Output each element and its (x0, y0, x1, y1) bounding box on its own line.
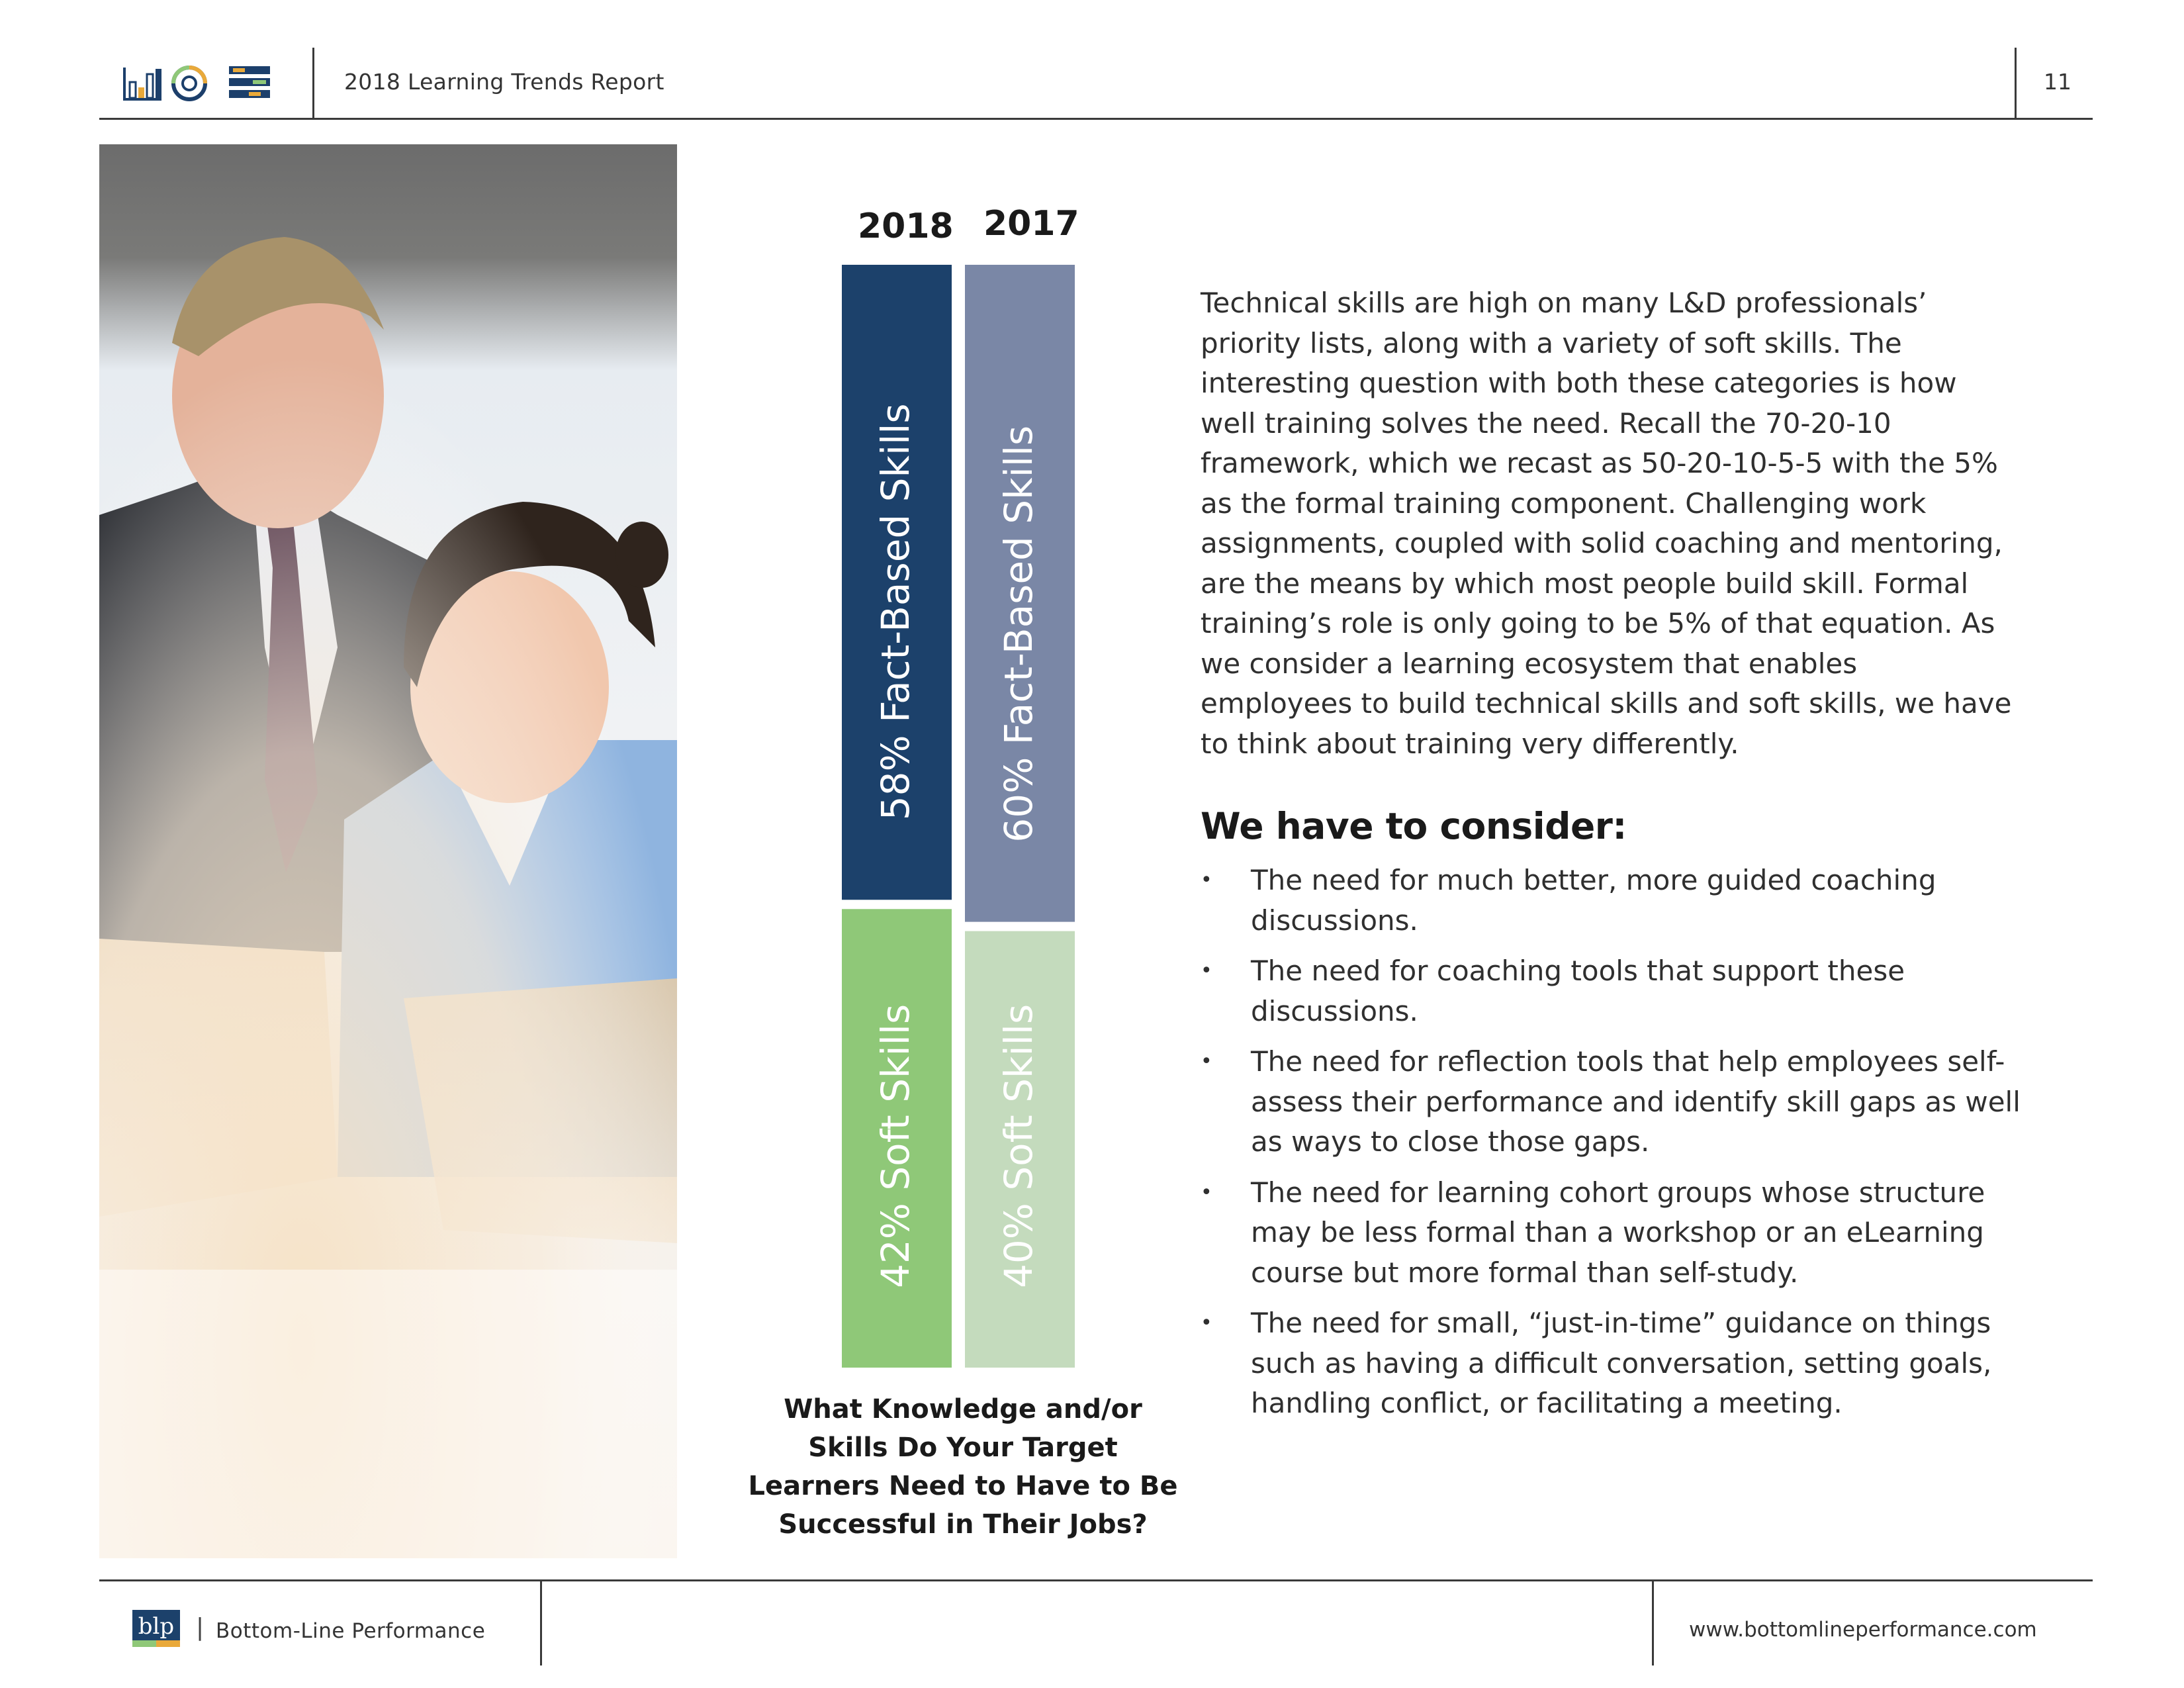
footer-rule (99, 1579, 2093, 1581)
stacked-bar-chart (827, 265, 1092, 1377)
list-item (1201, 861, 2021, 941)
chart-year-2018: 2018 (858, 207, 954, 246)
list-item-text: The need for much better, more guided coaching discussions. (1251, 864, 1936, 937)
footer-divider (1652, 1579, 1654, 1665)
list-item-text: The need for learning cohort groups whose structure may be less formal than a workshop or an eLearning course but more formal than self-study. (1251, 1176, 1985, 1289)
header-divider (312, 48, 314, 118)
consider-heading: We have to consider: (1201, 805, 1627, 847)
list-item (1201, 1042, 2021, 1162)
header-rule (99, 118, 2093, 120)
photo-man-and-nurse-at-laptop (99, 144, 677, 1558)
header-icons (123, 64, 273, 103)
bullet-dot: • (1201, 959, 1212, 982)
footer-divider (540, 1579, 542, 1665)
chart-caption: What Knowledge and/or Skills Do Your Target Learners Need to Have to Be Successful in Their Jobs? (748, 1394, 1178, 1540)
donut-chart-icon (173, 68, 205, 99)
list-item (1201, 1303, 2021, 1424)
list-item-text: The need for small, “just-in-time” guidance on things such as having a difficult conversation, setting goals, handling conflict, or facilitating a meeting. (1251, 1307, 1992, 1419)
list-item-text: The need for reflection tools that help employees self-assess their performance and identify skill gaps as well as ways to close those gaps. (1251, 1045, 2021, 1158)
list-icon (229, 66, 270, 98)
body-paragraph-text: Technical skills are high on many L&D professionals’ priority lists, along with a variety of soft skills. The interesting question with both these categories is how well training solves the need. Recall the 70-20-10 framework, which we recast as 50-20-10-5-5 with the 5% as the formal training component. Challenging work assignments, coupled with solid coaching and mentoring, are the means by which most people build skill. Formal training’s role is only going to be 5% of that equation. As we consider a learning ecosystem that enables employees to build technical skills and soft skills, we have to think about training very differently. (1201, 287, 2012, 760)
bar-label-fact-based-skills-2017: 60% Fact-Based Skills (996, 425, 1041, 843)
company-name: Bottom-Line Performance (216, 1619, 486, 1643)
bullet-dot: • (1201, 1050, 1212, 1073)
bar-label-fact-based-skills-2018: 58% Fact-Based Skills (873, 403, 918, 821)
page-number: 11 (2044, 69, 2071, 95)
bullet-list (1201, 861, 2021, 1434)
chart-year-2017: 2017 (983, 204, 1079, 244)
blp-logo-text: blp (138, 1613, 175, 1640)
list-item (1201, 1173, 2021, 1293)
bar-chart-icon (123, 68, 161, 101)
bar-label-soft-skills-2017: 40% Soft Skills (996, 1004, 1041, 1288)
bullet-dot: • (1201, 1311, 1212, 1335)
bullet-dot: • (1201, 868, 1212, 892)
report-title: 2018 Learning Trends Report (344, 69, 664, 95)
bar-label-soft-skills-2018: 42% Soft Skills (873, 1004, 918, 1288)
list-item-text: The need for coaching tools that support these discussions. (1251, 955, 1905, 1027)
header-divider (2015, 48, 2017, 118)
body-paragraph (1201, 283, 2015, 764)
blp-logo (132, 1610, 180, 1647)
footer-separator: | (196, 1614, 205, 1641)
website-link[interactable]: www.bottomlineperformance.com (1689, 1618, 2037, 1642)
list-item (1201, 951, 2021, 1031)
bullet-dot: • (1201, 1180, 1212, 1204)
